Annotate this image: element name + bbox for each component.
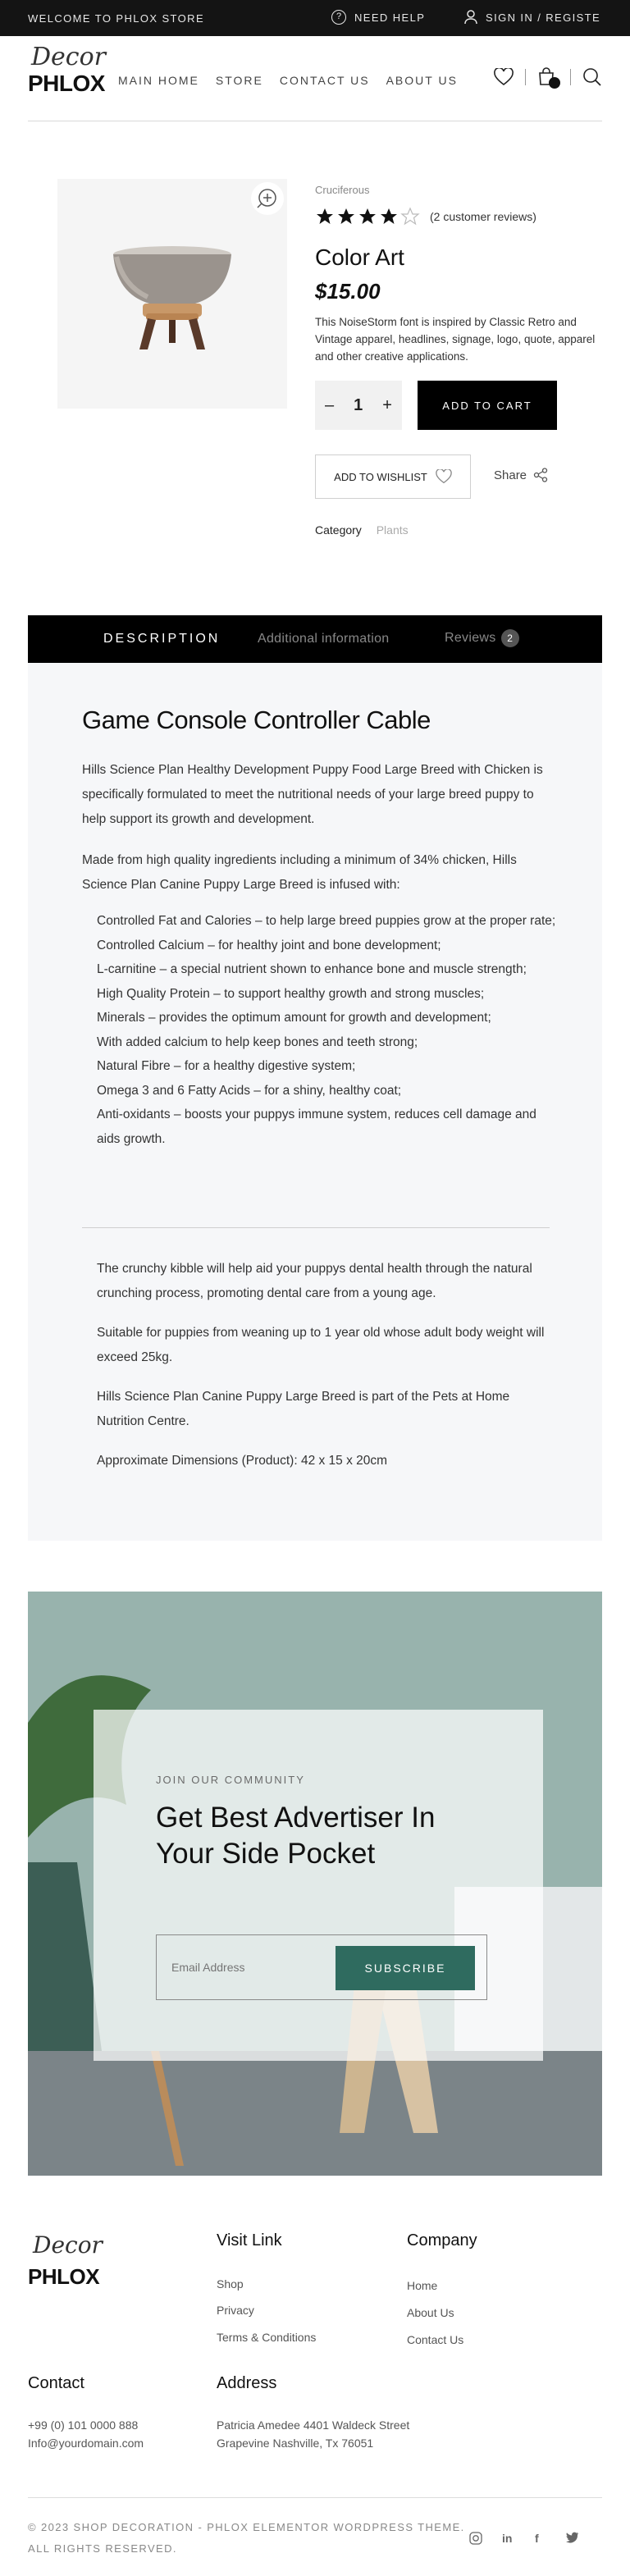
tab-description[interactable]: DESCRIPTION — [103, 632, 221, 646]
category-link[interactable]: Plants — [376, 523, 409, 537]
cart-count-badge: 0 — [549, 77, 560, 89]
cart-button[interactable] — [537, 67, 559, 87]
footer-link-contact-us[interactable]: Contact Us — [407, 2333, 464, 2346]
description-paragraph: Hills Science Plan Healthy Development Puppy Food Large Breed with Chicken is specifically formulated to meet the nutritional needs of your large breed puppy to help support its growth and development. — [82, 763, 543, 826]
star-filled-icon — [358, 207, 377, 226]
visit-link-heading: Visit Link — [217, 2231, 282, 2249]
newsletter-card — [94, 1710, 543, 2061]
reviews-count-badge: 2 — [501, 629, 519, 647]
product-title: Color Art — [315, 244, 404, 270]
question-icon: ? — [331, 10, 346, 25]
linkedin-icon[interactable]: in — [502, 2532, 513, 2545]
star-filled-icon — [379, 207, 399, 226]
divider — [82, 1227, 550, 1228]
nav-about-us[interactable]: ABOUT US — [386, 74, 458, 87]
newsletter-form — [156, 1934, 487, 2000]
logo-script: Decor — [31, 43, 107, 71]
add-to-wishlist-button[interactable] — [315, 454, 471, 499]
list-item: Anti-oxidants – boosts your puppys immune system, reduces cell damage and aids growth. — [97, 1108, 536, 1146]
list-item: Controlled Fat and Calories – to help large breed puppies grow at the proper rate; — [97, 914, 556, 928]
site-header — [28, 36, 602, 121]
contact-email[interactable]: Info@yourdomain.com — [28, 2437, 144, 2450]
nav-main-home[interactable]: MAIN HOME — [118, 74, 199, 87]
top-bar — [0, 0, 630, 36]
divider — [525, 69, 526, 85]
list-item: Controlled Calcium – for healthy joint and bone development; — [97, 938, 441, 952]
product-description: This NoiseStorm font is inspired by Classic Retro and Vintage apparel, headlines, signage, logo, quote, apparel and other creative applications. — [315, 316, 596, 363]
address-line: Patricia Amedee 4401 Waldeck Street — [217, 2418, 410, 2432]
footer-link-terms[interactable]: Terms & Conditions — [217, 2331, 317, 2344]
logo-text: PHLOX — [28, 71, 105, 96]
footer-link-privacy[interactable]: Privacy — [217, 2304, 254, 2317]
add-to-cart-button[interactable]: ADD TO CART — [418, 381, 557, 430]
qty-plus-button[interactable]: + — [382, 395, 392, 414]
address-heading: Address — [217, 2374, 277, 2392]
instagram-icon[interactable] — [469, 2532, 482, 2548]
zoom-button[interactable] — [251, 182, 284, 215]
description-title: Game Console Controller Cable — [82, 706, 431, 734]
sign-in-link[interactable] — [464, 10, 600, 25]
need-help-label: NEED HELP — [354, 11, 426, 24]
qty-value[interactable]: 1 — [354, 395, 363, 414]
customer-reviews-link[interactable]: (2 customer reviews) — [430, 210, 536, 223]
description-paragraph: Made from high quality ingredients including a minimum of 34% chicken, Hills Science Plan Canine Puppy Large Breed is infused with: — [82, 853, 517, 892]
company-heading: Company — [407, 2231, 477, 2249]
category-label: Category — [315, 523, 362, 537]
rating-stars — [315, 207, 536, 226]
welcome-text: WELCOME TO PHLOX STORE — [28, 12, 205, 25]
footer-logo-script: Decor — [33, 2231, 103, 2259]
list-item: Omega 3 and 6 Fatty Acids – for a shiny, healthy coat; — [97, 1083, 402, 1098]
footer-link-home[interactable]: Home — [407, 2279, 438, 2292]
divider — [570, 69, 571, 85]
address-line: Grapevine Nashville, Tx 76051 — [217, 2437, 374, 2450]
list-item: High Quality Protein – to support healthy growth and strong muscles; — [97, 986, 485, 1001]
description-paragraph: The crunchy kibble will help aid your puppys dental health through the natural crunching process, promoting dental care from a young age. — [97, 1262, 532, 1300]
newsletter-title: Get Best Advertiser In Your Side Pocket — [156, 1802, 436, 1870]
heart-icon — [436, 469, 452, 484]
newsletter-eyebrow: JOIN OUR COMMUNITY — [156, 1774, 305, 1786]
footer-link-shop[interactable]: Shop — [217, 2277, 244, 2291]
footer-link-about-us[interactable]: About Us — [407, 2306, 454, 2319]
copyright-text: © 2023 SHOP DECORATION - PHLOX ELEMENTOR WORDPRESS THEME. ALL RIGHTS RESERVED. — [28, 2521, 465, 2555]
product-category — [315, 523, 409, 537]
description-paragraph: Hills Science Plan Canine Puppy Large Breed is part of the Pets at Home Nutrition Centre. — [97, 1390, 510, 1428]
star-filled-icon — [315, 207, 335, 226]
tab-additional-information[interactable]: Additional information — [258, 632, 390, 646]
qty-minus-button[interactable]: – — [325, 395, 335, 414]
contact-heading: Contact — [28, 2374, 84, 2392]
zoom-in-icon — [251, 182, 284, 215]
main-nav — [118, 74, 458, 87]
newsletter-section — [28, 1592, 602, 2176]
contact-phone: +99 (0) 101 0000 888 — [28, 2418, 139, 2432]
quantity-stepper — [315, 381, 402, 430]
share-label: Share — [494, 468, 527, 482]
list-item: L-carnitine – a special nutrient shown to enhance bone and muscle strength; — [97, 962, 527, 976]
tab-reviews[interactable] — [445, 629, 519, 647]
star-empty-icon — [400, 207, 420, 226]
list-item: Natural Fibre – for a healthy digestive system; — [97, 1059, 356, 1073]
email-input[interactable] — [171, 1955, 336, 1980]
header-icons — [494, 67, 602, 87]
description-paragraph: Approximate Dimensions (Product): 42 x 15 x 20cm — [97, 1454, 388, 1468]
heart-icon[interactable] — [494, 68, 514, 86]
list-item: Minerals – provides the optimum amount for growth and development; — [97, 1011, 491, 1025]
description-panel — [28, 663, 602, 1541]
description-paragraph: Suitable for puppies from weaning up to 1 year old whose adult body weight will exceed 25kg. — [97, 1326, 545, 1364]
product-tabs — [28, 615, 602, 663]
search-icon[interactable] — [582, 67, 602, 87]
tab-reviews-label: Reviews — [445, 631, 496, 645]
subscribe-button[interactable]: SUBSCRIBE — [336, 1946, 475, 1990]
nav-contact-us[interactable]: CONTACT US — [279, 74, 370, 87]
footer-logo-text: PHLOX — [28, 2264, 100, 2289]
facebook-icon[interactable]: f — [535, 2532, 539, 2545]
star-filled-icon — [336, 207, 356, 226]
user-icon — [464, 10, 477, 25]
wishlist-label: ADD TO WISHLIST — [334, 470, 427, 483]
product-category-small: Cruciferous — [315, 184, 370, 196]
nav-store[interactable]: STORE — [215, 74, 263, 87]
sign-in-label: SIGN IN / REGISTE — [486, 11, 601, 24]
share-icon — [533, 468, 548, 482]
nutrient-list — [97, 909, 556, 1151]
share-button[interactable] — [494, 468, 548, 482]
product-price: $15.00 — [315, 279, 381, 304]
twitter-icon[interactable] — [566, 2532, 579, 2546]
list-item: With added calcium to help keep bones and teeth strong; — [97, 1035, 418, 1049]
divider — [28, 2497, 602, 2498]
need-help-link[interactable] — [331, 10, 425, 25]
